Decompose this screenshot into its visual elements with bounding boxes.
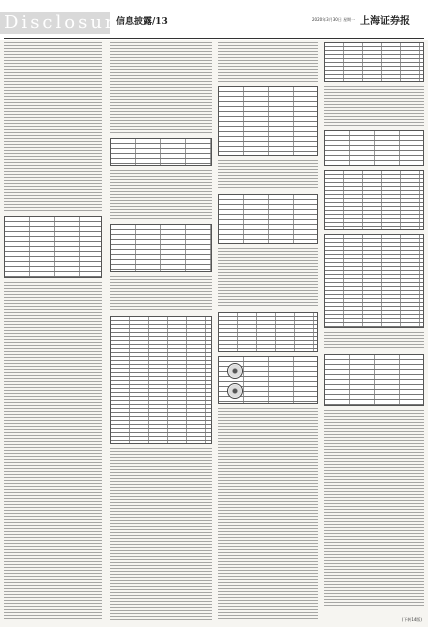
continuation-note: (下转14版)	[401, 617, 422, 622]
data-table	[324, 354, 424, 406]
newspaper-masthead: 上海证券报	[360, 16, 410, 27]
column-2	[110, 42, 212, 620]
data-table	[218, 312, 318, 352]
data-table	[4, 216, 102, 278]
text-block	[218, 248, 318, 308]
data-table	[218, 194, 318, 244]
data-table	[110, 224, 212, 272]
column-4	[324, 42, 424, 620]
data-table	[218, 86, 318, 156]
data-table	[110, 138, 212, 166]
text-block	[4, 282, 102, 620]
section-title: 信息披露/13	[116, 17, 168, 27]
text-block	[324, 332, 424, 350]
text-block	[110, 170, 212, 220]
data-table	[324, 42, 424, 82]
dateline: 2020年3月30日 星期一	[312, 17, 356, 22]
text-block	[110, 42, 212, 134]
text-block	[218, 160, 318, 190]
text-block	[324, 86, 424, 126]
text-block	[110, 448, 212, 620]
data-table	[324, 130, 424, 166]
text-block	[4, 42, 102, 212]
company-seal-icon	[227, 383, 243, 399]
data-table	[218, 356, 318, 404]
page-header	[0, 0, 428, 40]
data-table	[324, 234, 424, 328]
disclosure-wordmark: Disclosure	[0, 12, 110, 34]
column-1	[4, 42, 102, 620]
header-rule	[4, 38, 424, 39]
text-block	[218, 408, 318, 620]
company-seal-icon	[227, 363, 243, 379]
data-table	[324, 170, 424, 230]
text-block	[218, 42, 318, 82]
text-block	[110, 276, 212, 312]
data-table	[110, 316, 212, 444]
page-content	[4, 42, 424, 620]
column-3	[218, 42, 318, 620]
text-block	[324, 410, 424, 608]
